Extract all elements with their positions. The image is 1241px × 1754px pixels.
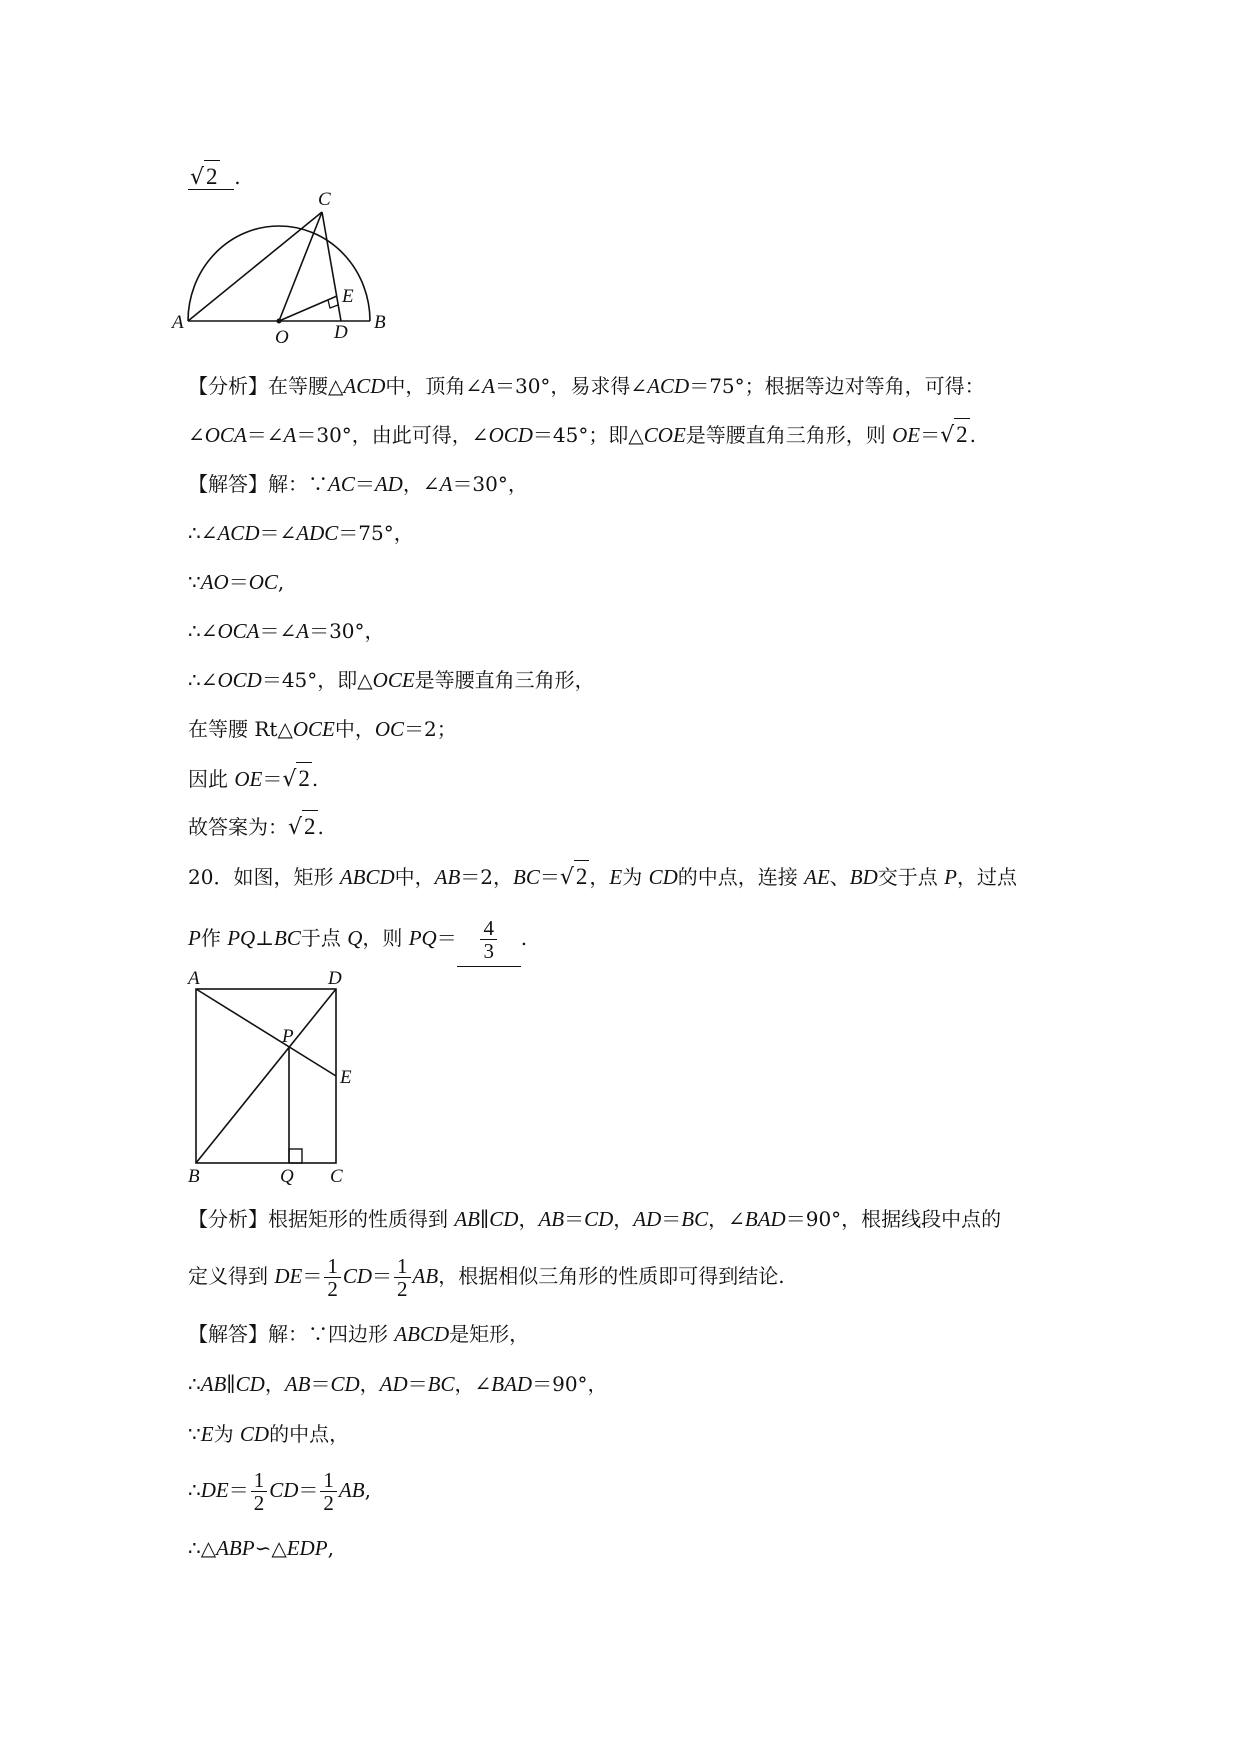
segment-cd xyxy=(322,212,341,321)
label-q: Q xyxy=(280,1166,294,1187)
label-e: E xyxy=(340,1067,352,1088)
q20-solution-line5: ∴△ABP∽△EDP, xyxy=(188,1536,334,1560)
q19-solution-line2: ∴∠ACD＝∠ADC＝75°， xyxy=(188,521,414,545)
sqrt-2: √2 xyxy=(190,160,220,194)
label-d: D xyxy=(328,968,342,989)
q19-solution-line6: 在等腰 Rt△OCE中，OC＝2； xyxy=(188,717,457,741)
figure-semicircle xyxy=(172,189,440,348)
label-b: B xyxy=(188,1166,200,1187)
label-c: C xyxy=(318,189,331,210)
fraction-4-3: $\frac{4}{3}$ xyxy=(480,917,497,962)
q19-analysis-line2: ∠OCA＝∠A＝30°，由此可得，∠OCD＝45°；即△COE是等腰直角三角形，则 OE＝√2 . xyxy=(188,418,976,452)
figure-rectangle xyxy=(180,968,360,1187)
top-answer-fragment: √2 . xyxy=(188,160,241,194)
q20-analysis-line1: 【分析】根据矩形的性质得到 AB∥CD，AB＝CD，AD＝BC，∠BAD＝90°，根据线段中点的 xyxy=(188,1207,1002,1231)
q19-solution-line4: ∴∠OCA＝∠A＝30°， xyxy=(188,619,385,643)
label-c: C xyxy=(330,1166,343,1187)
label-a: A xyxy=(188,968,200,989)
q20-solution-line4: ∴DE＝ $\frac{1}{2}$ CD＝ $\frac{1}{2}$ AB, xyxy=(188,1468,371,1515)
center-point-o xyxy=(277,319,282,324)
right-angle-mark xyxy=(328,300,338,308)
q19-solution-line8: 故答案为：√2 . xyxy=(188,810,324,844)
q20-solution-line2: ∴AB∥CD，AB＝CD，AD＝BC，∠BAD＝90°， xyxy=(188,1372,608,1396)
q20-problem-line2: P作 PQ⊥BC于点 Q，则 PQ＝ $\frac{4}{3}$ . xyxy=(188,910,527,967)
q19-analysis-line1: 【分析】在等腰△ACD中，顶角∠A＝30°，易求得∠ACD＝75°；根据等边对等角，可得： xyxy=(188,374,985,398)
label-d: D xyxy=(334,322,348,343)
right-angle-mark xyxy=(289,1149,302,1163)
q20-analysis-line2: 定义得到 DE＝ $\frac{1}{2}$ CD＝ $\frac{1}{2}$ AB，根据相似三角形的性质即可得到结论. xyxy=(188,1254,785,1301)
label-p: P xyxy=(282,1026,294,1047)
q19-solution-line3: ∵AO＝OC, xyxy=(188,570,285,594)
diagonal-bd xyxy=(196,989,336,1163)
q20-solution-line3: ∵E为 CD的中点， xyxy=(188,1422,350,1446)
q19-solution-line1: 【解答】解：∵AC＝AD，∠A＝30°， xyxy=(188,472,528,496)
q20-solution-line1: 【解答】解：∵四边形 ABCD是矩形， xyxy=(188,1322,530,1346)
segment-ac xyxy=(188,212,322,321)
answer-blank xyxy=(457,910,521,967)
q19-solution-line7: 因此 OE＝√2 . xyxy=(188,762,318,796)
label-a: A xyxy=(172,312,184,333)
segment-ae xyxy=(196,989,336,1076)
q20-problem-line1: 20．如图，矩形 ABCD中，AB＝2，BC＝√2 ，E为 CD的中点，连接 AE、BD交于点 P，过点 xyxy=(188,860,1017,894)
label-b: B xyxy=(374,312,386,333)
label-o: O xyxy=(275,327,289,348)
label-e: E xyxy=(342,286,354,307)
q19-solution-line5: ∴∠OCD＝45°，即△OCE是等腰直角三角形， xyxy=(188,668,595,692)
